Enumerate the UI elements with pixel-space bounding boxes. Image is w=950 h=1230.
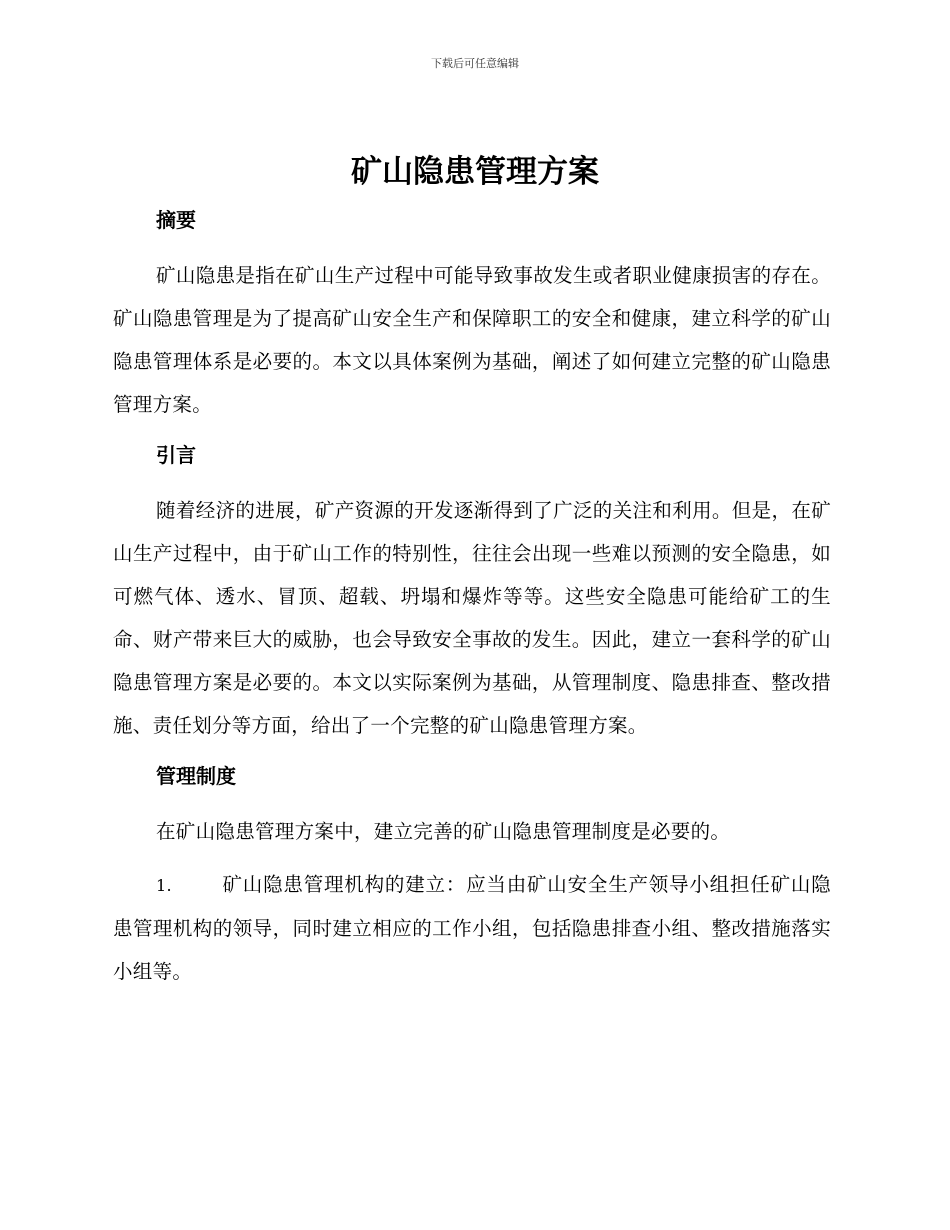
- abstract-paragraph: 矿山隐患是指在矿山生产过程中可能导致事故发生或者职业健康损害的存在。矿山隐患管理是为了提高矿山安全生产和保障职工的安全和健康，建立科学的矿山隐患管理体系是必要的。本文以具体案例为基础，阐述了如何建立完整的矿山隐患管理方案。: [113, 264, 831, 416]
- header-note: 下载后可任意编辑: [431, 57, 519, 70]
- system-paragraph: 在矿山隐患管理方案中，建立完善的矿山隐患管理制度是必要的。: [156, 820, 731, 843]
- list-item-text: 矿山隐患管理机构的建立：应当由矿山安全生产领导小组担任矿山隐患管理机构的领导，同时建立相应的工作小组，包括隐患排查小组、整改措施落实小组等。: [113, 873, 831, 983]
- list-item: [113, 863, 831, 993]
- section-heading-system: 管理制度: [156, 764, 236, 788]
- section-heading-abstract: 摘要: [156, 208, 196, 232]
- section-heading-intro: 引言: [156, 443, 196, 467]
- document-title: 矿山隐患管理方案: [351, 154, 599, 190]
- list-item-number: 1.: [156, 876, 172, 895]
- document-body: [113, 201, 831, 993]
- intro-paragraph: 随着经济的进展，矿产资源的开发逐渐得到了广泛的关注和利用。但是，在矿山生产过程中，由于矿山工作的特别性，往往会出现一些难以预测的安全隐患，如可燃气体、透水、冒顶、超载、坍塌和爆炸等等。这些安全隐患可能给矿工的生命、财产带来巨大的威胁，也会导致安全事故的发生。因此，建立一套科学的矿山隐患管理方案是必要的。本文以实际案例为基础，从管理制度、隐患排查、整改措施、责任划分等方面，给出了一个完整的矿山隐患管理方案。: [113, 499, 831, 737]
